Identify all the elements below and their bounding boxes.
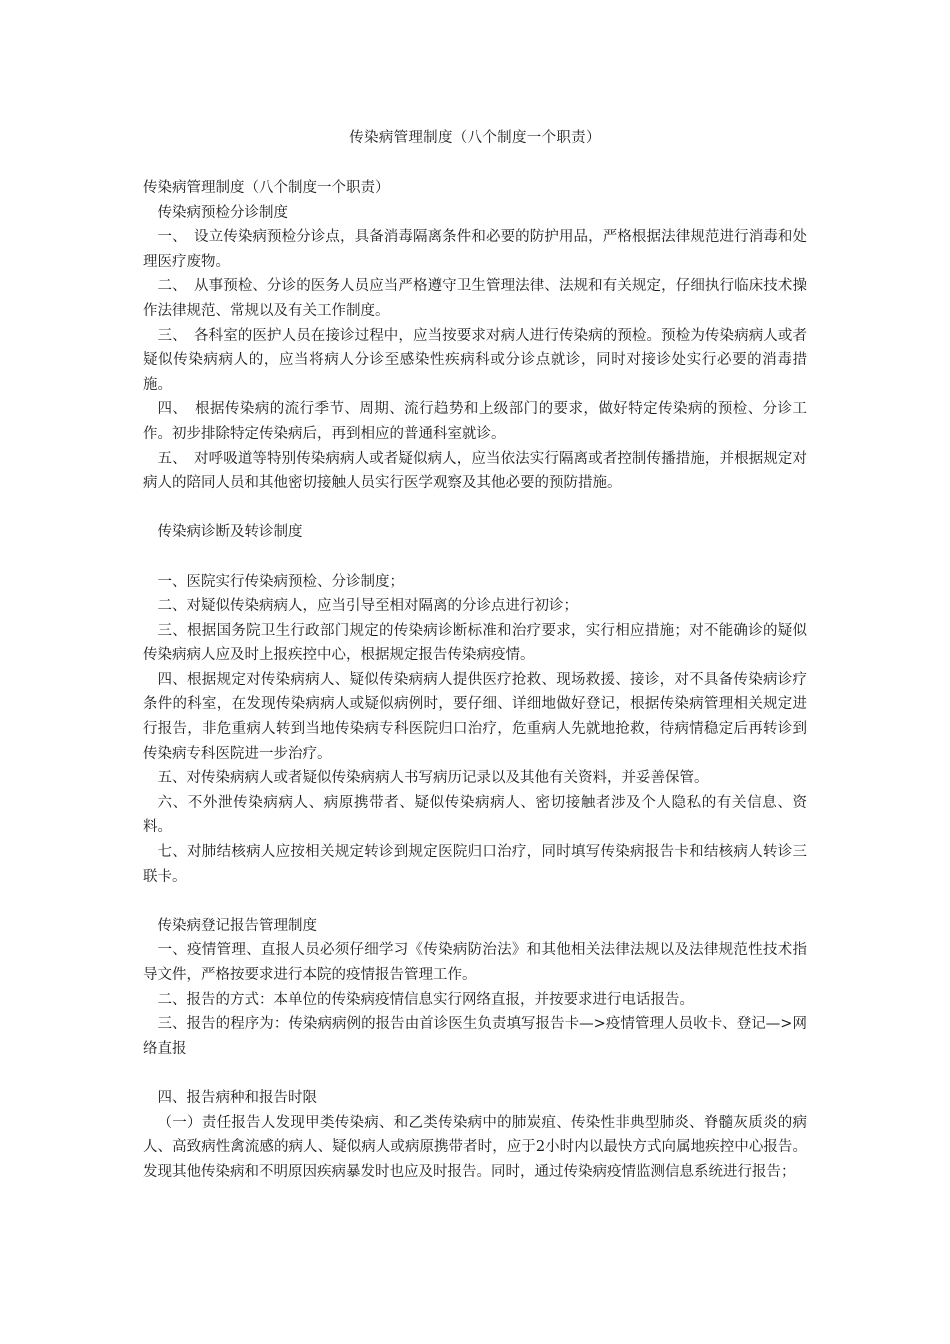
section-header: 传染病管理制度（八个制度一个职责） — [143, 180, 390, 196]
document-body — [143, 176, 807, 1184]
reporting-paragraph-4-1: （一）责任报告人发现甲类传染病、和乙类传染病中的肺炭疽、传染性非典型肺炎、脊髓灰质炎的病人、高致病性禽流感的病人、疑似病人或病原携带者时，应于2小时内以最快方式向属地疾控中心报告。发现其他传染病和不明原因疾病暴发时也应及时报告。同时，通过传染病疫情监测信息系统进行报告； — [143, 1114, 807, 1180]
triage-item-1: 一、 设立传染病预检分诊点，具备消毒隔离条件和必要的防护用品，严格根据法律规范进行消毒和处理医疗废物。 — [143, 229, 807, 270]
diagnosis-item-6: 六、不外泄传染病病人、病原携带者、疑似传染病病人、密切接触者涉及个人隐私的有关信息、资料。 — [143, 794, 807, 836]
reporting-item-3: 三、报告的程序为：传染病病例的报告由首诊医生负责填写报告卡—>疫情管理人员收卡、登记—>网络直报 — [143, 1016, 807, 1057]
section-subtitle-diagnosis: 传染病诊断及转诊制度 — [157, 524, 303, 541]
diagnosis-item-5: 五、对传染病病人或者疑似传染病病人书写病历记录以及其他有关资料，并妥善保管。 — [157, 770, 709, 787]
spacer — [143, 545, 807, 570]
triage-item-4: 四、 根据传染病的流行季节、周期、流行趋势和上级部门的要求，做好特定传染病的预检、分诊工作。初步排除特定传染病后，再到相应的普通科室就诊。 — [143, 401, 807, 442]
spacer — [143, 1061, 807, 1086]
triage-item-3: 三、 各科室的医护人员在接诊过程中，应当按要求对病人进行传染病的预检。预检为传染病病人或者疑似传染病病人的，应当将病人分诊至感染性疾病科或分诊点就诊，同时对接诊处实行必要的消毒措施。 — [143, 327, 807, 393]
reporting-subheading-4: 四、报告病种和报告时限 — [157, 1089, 317, 1106]
diagnosis-item-7: 七、对肺结核病人应按相关规定转诊到规定医院归口治疗，同时填写传染病报告卡和结核病人转诊三联卡。 — [143, 844, 807, 885]
section-subtitle-triage: 传染病预检分诊制度 — [157, 204, 288, 221]
reporting-item-2: 二、报告的方式：本单位的传染病疫情信息实行网络直报，并按要求进行电话报告。 — [157, 991, 694, 1008]
diagnosis-item-3: 三、根据国务院卫生行政部门规定的传染病诊断标准和治疗要求，实行相应措施；对不能确诊的疑似传染病病人应及时上报疾控中心，根据规定报告传染病疫情。 — [143, 622, 807, 664]
triage-item-2: 二、 从事预检、分诊的医务人员应当严格遵守卫生管理法律、法规和有关规定，仔细执行临床技术操作法律规范、常规以及有关工作制度。 — [143, 278, 807, 319]
document-title: 传染病管理制度（八个制度一个职责） — [349, 130, 601, 146]
section-subtitle-reporting: 传染病登记报告管理制度 — [157, 917, 317, 934]
diagnosis-item-4: 四、根据规定对传染病病人、疑似传染病病人提供医疗抢救、现场救援、接诊，对不具备传染病诊疗条件的科室，在发现传染病病人或疑似病例时，要仔细、详细地做好登记，根据传染病管理相关规定进行报告，非危重病人转到当地传染病专科医院归口治疗，危重病人先就地抢救，待病情稳定后再转诊到传染病专科医院进一步治疗。 — [143, 671, 807, 762]
reporting-item-1: 一、疫情管理、直报人员必须仔细学习《传染病防治法》和其他相关法律法规以及法律规范性技术指导文件，严格按要求进行本院的疫情报告管理工作。 — [143, 942, 807, 983]
diagnosis-item-2: 二、对疑似传染病病人，应当引导至相对隔离的分诊点进行初诊； — [157, 598, 578, 615]
diagnosis-item-1: 一、医院实行传染病预检、分诊制度； — [157, 573, 404, 590]
triage-item-5: 五、 对呼吸道等特别传染病病人或者疑似病人，应当依法实行隔离或者控制传播措施，并根据规定对病人的陪同人员和其他密切接触人员实行医学观察及其他必要的预防措施。 — [143, 450, 807, 492]
spacer — [143, 889, 807, 914]
spacer — [143, 496, 807, 521]
